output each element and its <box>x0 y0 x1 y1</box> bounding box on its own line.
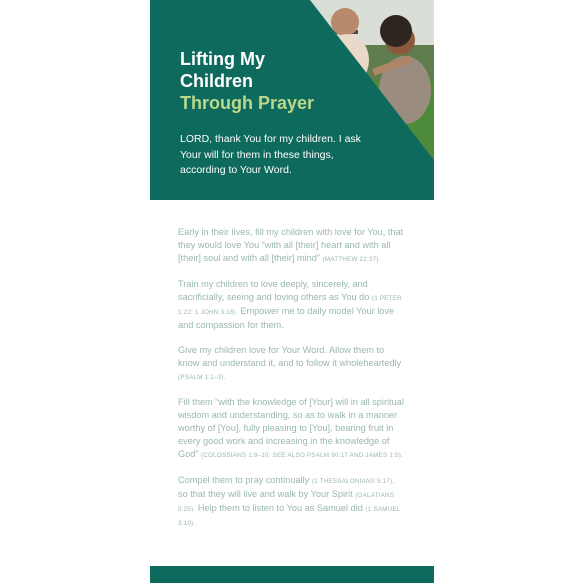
title-line-3: Through Prayer <box>180 93 315 113</box>
paragraph-text: Train my children to love deeply, sincerely, and sacrificially, seeing and loving others as You do <box>178 279 370 302</box>
intro-prayer: LORD, thank You for my children. I ask Your will for them in these things, according to Your Word. <box>180 133 361 176</box>
prayer-body <box>178 226 406 542</box>
scripture-reference: (COLOSSIANS 1:9–10; SEE ALSO PSALM 90:17 AND JAMES 1:5). <box>201 452 403 459</box>
title-line-1: Lifting My <box>180 49 265 69</box>
card-title <box>180 48 350 114</box>
paragraph-text-continued: so that they will live and walk by Your Spirit <box>178 489 353 499</box>
paragraph-text: Fill them “with the knowledge of [Your] will in all spiritual wisdom and understanding, so as to walk in a manner worthy of [You], fully pleasing to [You], bearing fruit in every good work and increasing in the knowledge of God” <box>178 397 404 459</box>
footer-bar <box>150 566 434 583</box>
scripture-reference: (1 THESSALONIANS 5:17), <box>311 478 395 485</box>
paragraph-text-continued: Help them to listen to You as Samuel did <box>197 503 363 513</box>
scripture-reference: (MATTHEW 22:37). <box>322 256 381 263</box>
paragraph-text-continued: Empower me to daily model Your love and compassion for them. <box>178 306 395 330</box>
prayer-paragraph <box>178 226 406 266</box>
scripture-reference: (1 PETER 1:22; 1 JOHN 3:16). <box>178 295 402 316</box>
scripture-reference: (1 SAMUEL 3:10). <box>178 506 401 527</box>
title-line-2: Children <box>180 71 254 91</box>
prayer-card <box>150 0 434 583</box>
paragraph-text: Give my children love for Your Word. Allow them to know and understand it, and to follow it wholeheartedly <box>178 345 402 368</box>
scripture-reference: (PSALM 1:1–3). <box>178 374 226 381</box>
prayer-paragraph <box>178 344 406 384</box>
scripture-reference: (GALATIANS 5:25). <box>178 492 395 513</box>
prayer-paragraph <box>178 396 406 462</box>
paragraph-text: Early in their lives, fill my children with love for You, that they would love You “with all [their] heart and with all [their] soul and with all [their] mind” <box>178 227 404 263</box>
prayer-paragraph <box>178 474 406 530</box>
card-header <box>150 0 434 200</box>
paragraph-text: Compel them to pray continually <box>178 475 310 485</box>
prayer-paragraph <box>178 278 406 332</box>
